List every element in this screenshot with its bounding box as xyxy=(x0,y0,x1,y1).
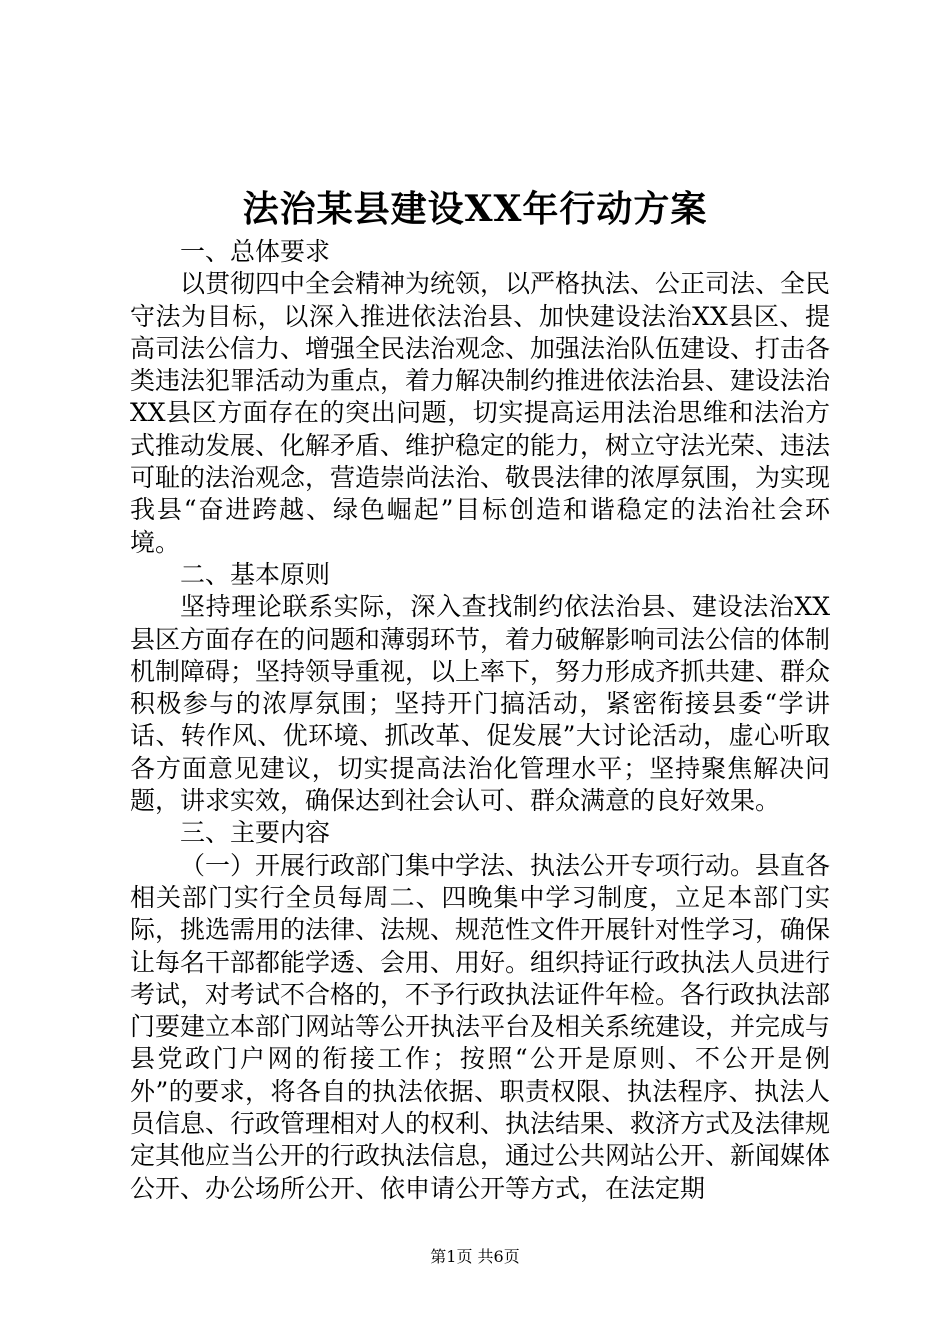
paragraph-main-content-item-1: （一）开展行政部门集中学法、执法公开专项行动。县直各相关部门实行全员每周二、四晚集中学习制度，立足本部门实际，挑选需用的法律、法规、规范性文件开展针对性学习，确保让每名干部都能学透、会用、用好。组织持证行政执法人员进行考试，对考试不合格的，不予行政执法证件年检。各行政执法部门要建立本部门网站等公开执法平台及相关系统建设，并完成与县党政门户网的衔接工作；按照“公开是原则、不公开是例外”的要求，将各自的执法依据、职责权限、执法程序、执法人员信息、行政管理相对人的权利、执法结果、救济方式及法律规定其他应当公开的行政执法信息，通过公共网站公开、新闻媒体公开、办公场所公开、依申请公开等方式，在法定期 xyxy=(130,850,831,1203)
section-heading-main-content: 三、主要内容 xyxy=(180,818,331,848)
section-heading-general-requirements: 一、总体要求 xyxy=(180,237,331,266)
paragraph-basic-principles: 坚持理论联系实际，深入查找制约依法治县、建设法治XX县区方面存在的问题和薄弱环节，着力破解影响司法公信的体制机制障碍；坚持领导重视，以上率下，努力形成齐抓共建、群众积极参与的浓厚氛围；坚持开门搞活动，紧密衔接县委“学讲话、转作风、优环境、抓改革、促发展”大讨论活动，虚心听取各方面意见建议，切实提高法治化管理水平；坚持聚焦解决问题，讲求实效，确保达到社会认可、群众满意的良好效果。 xyxy=(130,592,831,816)
page-footer: 第1页 共6页 xyxy=(430,1247,520,1266)
paragraph-general-requirements: 以贯彻四中全会精神为统领，以严格执法、公正司法、全民守法为目标，以深入推进依法治县、加快建设法治XX县区、提高司法公信力、增强全民法治观念、加强法治队伍建设、打击各类违法犯罪活动为重点，着力解决制约推进依法治县、建设法治XX县区方面存在的突出问题，切实提高运用法治思维和法治方式推动发展、化解矛盾、维护稳定的能力，树立守法光荣、违法可耻的法治观念，营造崇尚法治、敬畏法律的浓厚氛围，为实现我县“奋进跨越、绿色崛起”目标创造和谐稳定的法治社会环境。 xyxy=(130,269,831,557)
document-body xyxy=(130,236,830,1205)
document-title: 法治某县建设XX年行动方案 xyxy=(242,188,708,230)
section-heading-basic-principles: 二、基本原则 xyxy=(180,559,331,589)
